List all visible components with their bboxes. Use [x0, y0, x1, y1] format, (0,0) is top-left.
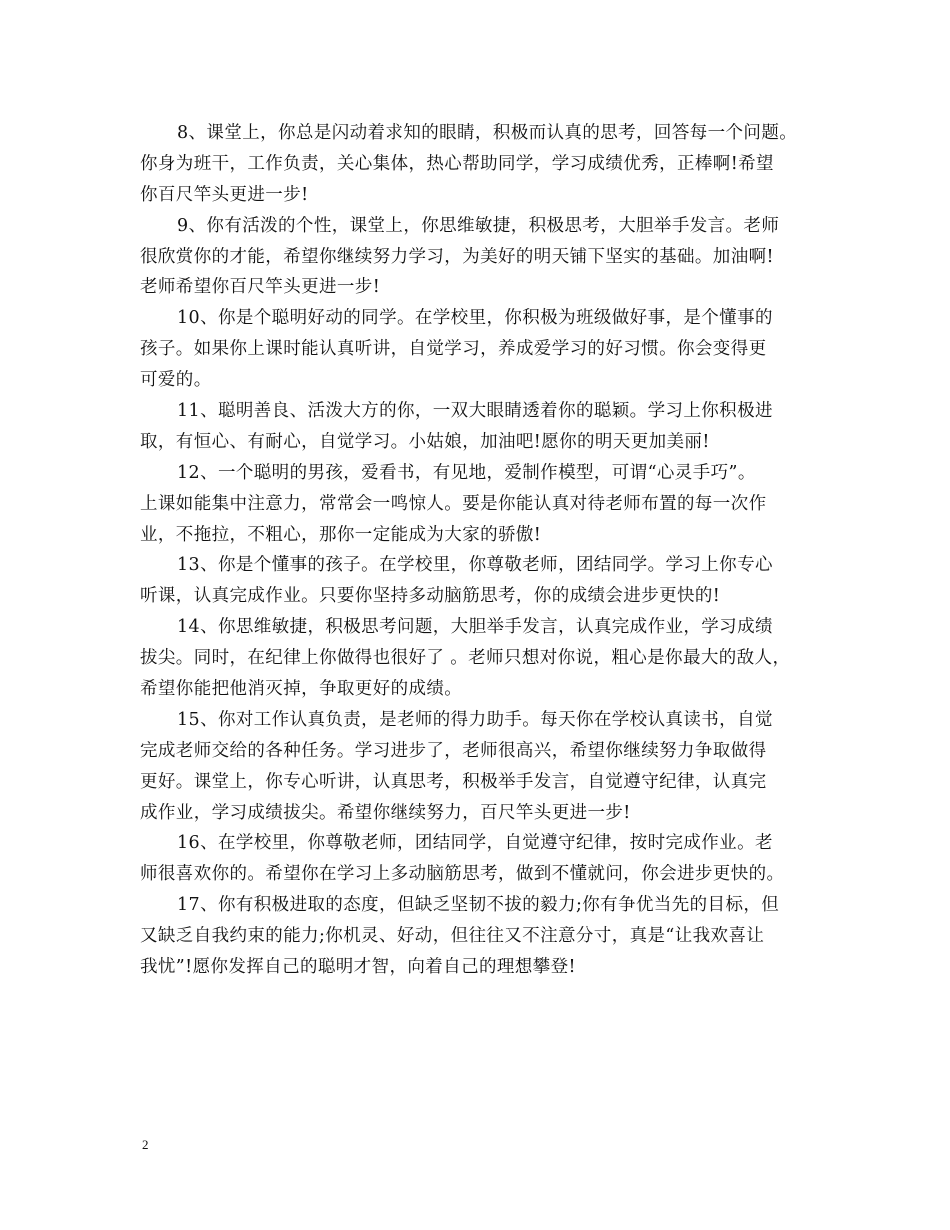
paragraph-item-16 — [140, 828, 812, 890]
text-line: 13、你是个懂事的孩子。在学校里，你尊敬老师，团结同学。学习上你专心 — [177, 555, 773, 576]
text-line: 老师希望你百尺竿头更进一步! — [140, 277, 381, 298]
text-line: 8、课堂上，你总是闪动着求知的眼睛，积极而认真的思考，回答每一个问题。 — [177, 123, 798, 143]
text-line: 14、你思维敏捷，积极思考问题，大胆举手发言，认真完成作业，学习成绩 — [177, 617, 773, 638]
paragraph-item-15 — [140, 705, 812, 829]
text-line: 可爱的。 — [140, 370, 212, 391]
text-line: 你身为班干，工作负责，关心集体，热心帮助同学，学习成绩优秀，正棒啊!希望 — [140, 153, 774, 174]
text-line: 听课，认真完成作业。只要你坚持多动脑筋思考，你的成绩会进步更快的! — [140, 586, 721, 607]
paragraph-item-11 — [140, 396, 812, 458]
text-line: 12、一个聪明的男孩，爱看书，有见地，爱制作模型，可谓“心灵手巧”。 — [177, 462, 756, 483]
paragraph-item-13 — [140, 550, 812, 612]
text-line: 11、聪明善良、活泼大方的你，一双大眼睛透着你的聪颖。学习上你积极进 — [177, 401, 773, 422]
text-line: 17、你有积极进取的态度，但缺乏坚韧不拔的毅力;你有争优当先的目标，但 — [177, 895, 780, 916]
document-body — [140, 118, 812, 983]
text-line: 16、在学校里，你尊敬老师，团结同学，自觉遵守纪律，按时完成作业。老 — [177, 833, 773, 854]
text-line: 成作业，学习成绩拔尖。希望你继续努力，百尺竿头更进一步! — [140, 802, 631, 823]
paragraph-item-12 — [140, 458, 812, 551]
text-line: 你百尺竿头更进一步! — [140, 184, 309, 205]
text-line: 15、你对工作认真负责，是老师的得力助手。每天你在学校认真读书，自觉 — [177, 709, 773, 730]
text-line: 拔尖。同时，在纪律上你做得也很好了 。老师只想对你说，粗心是你最大的敌人， — [140, 648, 791, 669]
paragraph-item-9 — [140, 211, 812, 304]
text-line: 业，不拖拉，不粗心，那你一定能成为大家的骄傲! — [140, 524, 542, 545]
text-line: 10、你是个聪明好动的同学。在学校里，你积极为班级做好事，是个懂事的 — [177, 308, 773, 329]
text-line: 我忧”!愿你发挥自己的聪明才智，向着自己的理想攀登! — [140, 957, 576, 978]
text-line: 又缺乏自我约束的能力;你机灵、好动，但往往又不注意分寸，真是“让我欢喜让 — [140, 926, 765, 947]
text-line: 完成老师交给的各种任务。学习进步了，老师很高兴，希望你继续努力争取做得 — [140, 740, 767, 761]
text-line: 师很喜欢你的。希望你在学习上多动脑筋思考，做到不懂就问，你会进步更快的。 — [140, 864, 785, 885]
text-line: 很欣赏你的才能，希望你继续努力学习，为美好的明天铺下坚实的基础。加油啊! — [140, 246, 774, 267]
text-line: 上课如能集中注意力，常常会一鸣惊人。要是你能认真对待老师布置的每一次作 — [140, 493, 767, 514]
paragraph-item-17 — [140, 890, 812, 983]
text-line: 更好。课堂上，你专心听讲，认真思考，积极举手发言，自觉遵守纪律，认真完 — [140, 771, 767, 792]
text-line: 取，有恒心、有耐心，自觉学习。小姑娘，加油吧!愿你的明天更加美丽! — [140, 431, 710, 452]
paragraph-item-14 — [140, 612, 812, 705]
paragraph-item-10 — [140, 303, 812, 396]
text-line: 9、你有活泼的个性，课堂上，你思维敏捷，积极思考，大胆举手发言。老师 — [177, 215, 780, 236]
paragraph-item-8 — [140, 118, 812, 211]
page-number: 2 — [142, 1137, 149, 1152]
text-line: 希望你能把他消灭掉，争取更好的成绩。 — [140, 679, 463, 700]
text-line: 孩子。如果你上课时能认真听讲，自觉学习，养成爱学习的好习惯。你会变得更 — [140, 339, 767, 360]
